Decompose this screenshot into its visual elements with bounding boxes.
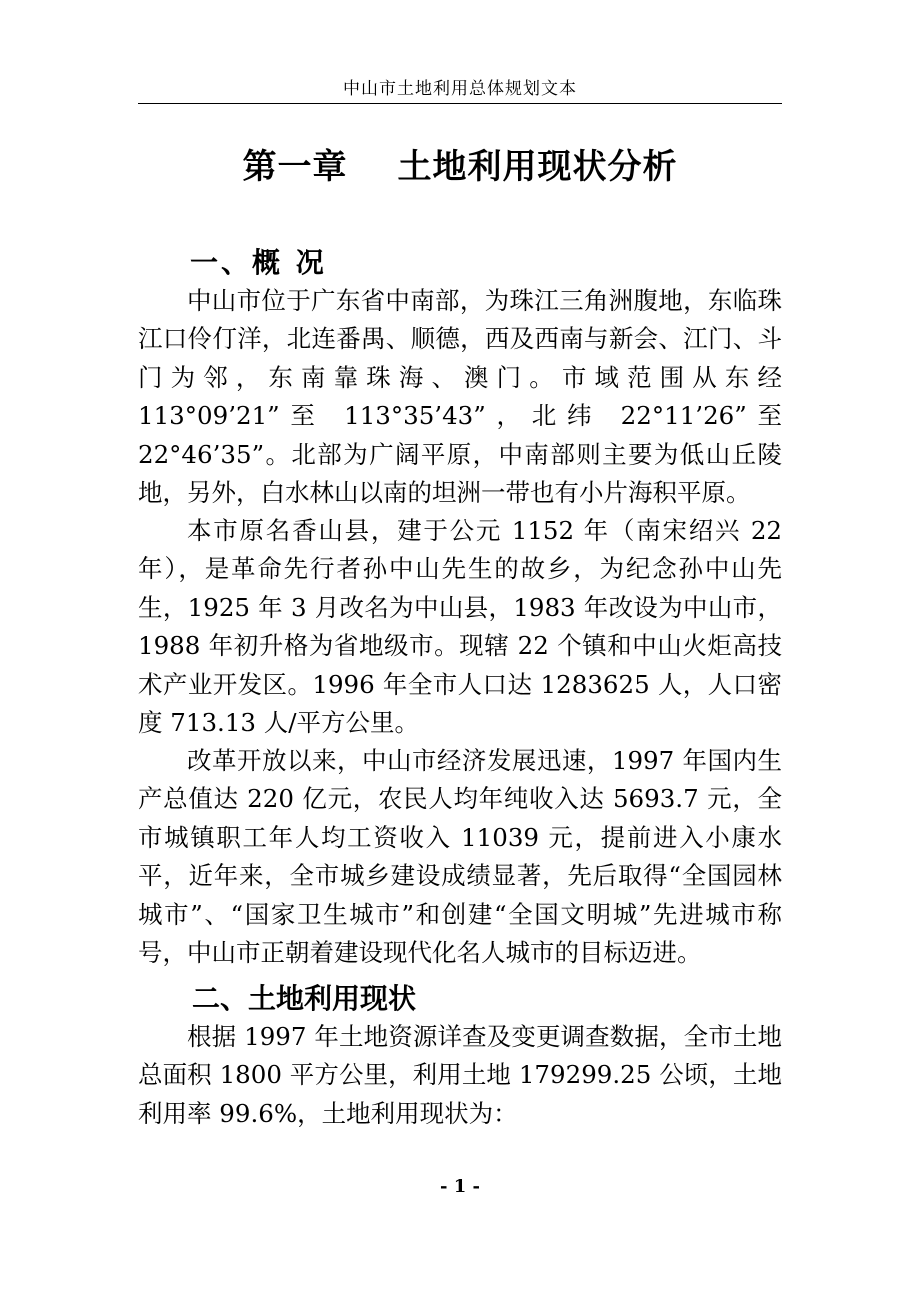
paragraph-location: 中山市位于广东省中南部，为珠江三角洲腹地，东临珠江口伶仃洋，北连番禺、顺德，西及西南与新会、江门、斗门为邻，东南靠珠海、澳门。市域范围从东经 113°09’21”至 113°35’43”，北纬 22°11’26”至 22°46’35”。北部为广阔平原，中南部则主要为低山丘陵地，另外，白水林山以南的坦洲一带也有小片海积平原。 — [138, 286, 782, 508]
section-heading-overview: 一、概 况 — [190, 246, 327, 279]
running-header: 中山市土地利用总体规划文本 — [343, 79, 577, 99]
paragraph-land-use-data: 根据 1997 年土地资源详查及变更调查数据，全市土地总面积 1800 平方公里，利用土地 179299.25 公顷，土地利用率 99.6%，土地利用现状为： — [138, 1022, 782, 1128]
header-divider — [138, 103, 782, 104]
paragraph-history: 本市原名香山县，建于公元 1152 年（南宋绍兴 22 年），是革命先行者孙中山先生的故乡，为纪念孙中山先生，1925 年 3 月改名为中山县，1983 年改设为中山市，1988 年初升格为省地级市。现辖 22 个镇和中山火炬高技术产业开发区。1996 年全市人口达 1283625 人，人口密度 713.13 人/平方公里。 — [138, 516, 782, 738]
section-heading-land-use: 二、土地利用现状 — [192, 982, 417, 1015]
chapter-number: 第一章 — [242, 147, 348, 187]
page-number: - 1 - — [440, 1176, 480, 1197]
chapter-title — [138, 142, 782, 192]
paragraph-economy: 改革开放以来，中山市经济发展迅速，1997 年国内生产总值达 220 亿元，农民人均年纯收入达 5693.7 元，全市城镇职工年人均工资收入 11039 元，提前进入小康水平，近年来，全市城乡建设成绩显著，先后取得“全国园林城市”、“国家卫生城市”和创建“全国文明城”先进城市称号，中山市正朝着建设现代化名人城市的目标迈进。 — [138, 746, 782, 968]
chapter-name: 土地利用现状分析 — [397, 147, 678, 187]
